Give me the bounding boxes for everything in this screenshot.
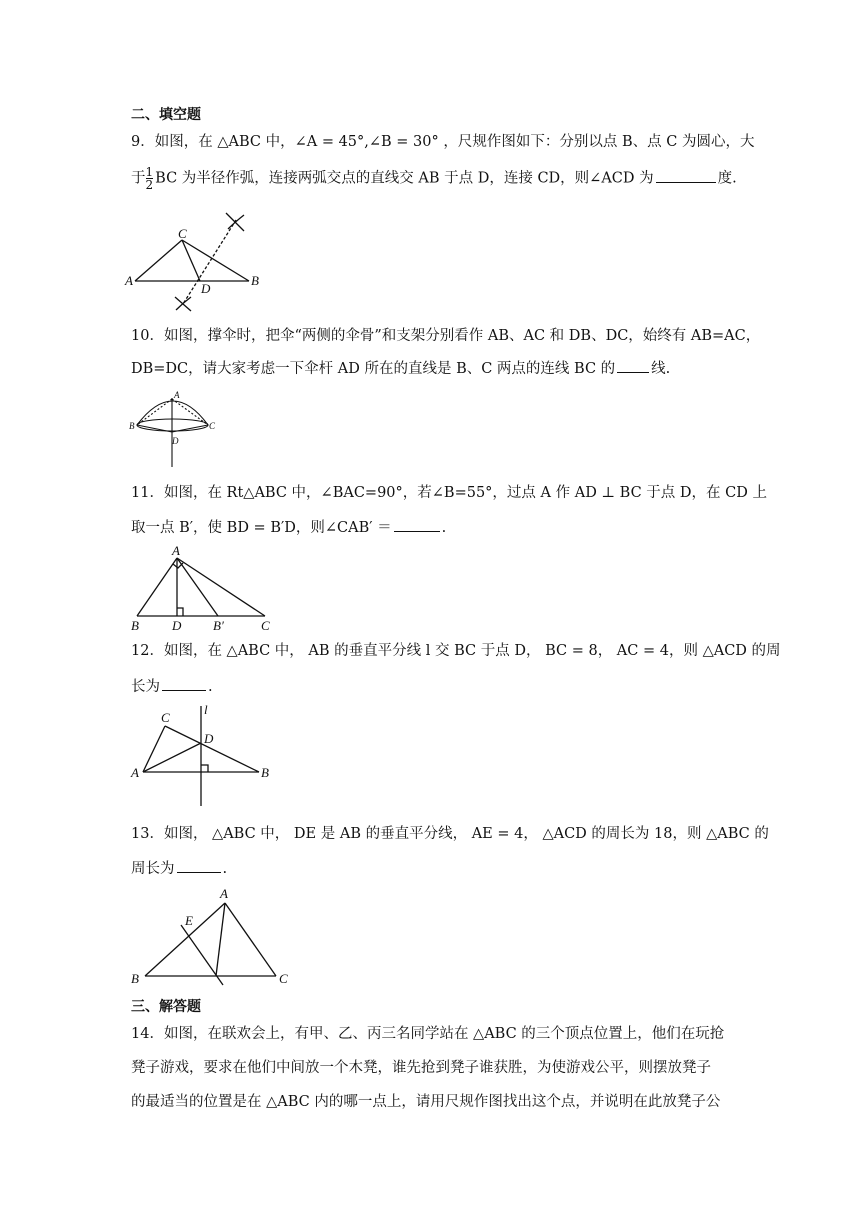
q11-label-b-prime: B′ — [213, 618, 224, 633]
q9-label-a: A — [125, 273, 133, 288]
q11-line1: 11．如图，在 Rt△ABC 中，∠BAC=90°，若∠B=55°，过点 A 作 AD ⊥ BC 于点 D，在 CD 上 — [131, 485, 767, 501]
q14-line3: 的最适当的位置是在 △ABC 内的哪一点上，请用尺规作图找出这个点，并说明在此放凳子公 — [131, 1094, 721, 1110]
q9-line2 — [131, 166, 737, 191]
q11-right-angle-a — [173, 563, 183, 568]
q9-frac-num: 1 — [145, 165, 154, 179]
q9-arc-mark-bottom — [175, 297, 191, 311]
q10-line2-text: DB=DC，请大家考虑一下伞杆 AD 所在的直线是 B、C 两点的连线 BC 的 — [131, 361, 616, 377]
q10-rib-ab — [137, 399, 172, 425]
q12-label-d: D — [204, 731, 214, 746]
q9-line2-end: 度. — [717, 170, 737, 187]
q13-label-c: C — [279, 971, 288, 986]
q11-line2-end: . — [441, 520, 447, 536]
q11-label-a: A — [172, 543, 180, 558]
section-heading-fill: 二、填空题 — [131, 107, 201, 123]
q12-label-l: l — [204, 702, 208, 717]
q10-line2 — [131, 358, 670, 379]
q12-label-b: B — [261, 765, 269, 780]
q11-label-d: D — [172, 618, 182, 633]
q10-line1: 10．如图，撑伞时，把伞“两侧的伞骨”和支架分别看作 AB、AC 和 DB、DC，始终有 AB=AC， — [131, 328, 761, 344]
q11-label-c: C — [261, 618, 270, 633]
q13-line1: 13．如图， △ABC 中， DE 是 AB 的垂直平分线， AE = 4， △ACD 的周长为 18，则 △ABC 的 — [131, 826, 769, 842]
q13-line2-end: . — [222, 861, 228, 877]
q10-label-a: A — [174, 390, 180, 400]
q11-segment-ab2 — [177, 558, 218, 616]
q14-line1: 14．如图，在联欢会上，有甲、乙、丙三名同学站在 △ABC 的三个顶点位置上，他们在玩抢 — [131, 1026, 725, 1042]
q11-label-b: B — [131, 618, 139, 633]
q11-answer-blank[interactable] — [394, 517, 440, 532]
q9-answer-blank[interactable] — [656, 168, 716, 183]
q13-segment-ad — [216, 903, 225, 976]
q9-line2-post: BC 为半径作弧，连接两弧交点的直线交 AB 于点 D，连接 CD，则∠ACD 为 — [155, 170, 654, 187]
q9-fraction — [146, 166, 154, 191]
q14-line2: 凳子游戏，要求在他们中间放一个木凳，谁先抢到凳子谁获胜，为使游戏公平，则摆放凳子 — [131, 1060, 711, 1076]
q10-label-b: B — [129, 421, 135, 431]
q10-answer-blank[interactable] — [617, 358, 649, 373]
q12-label-a: A — [131, 765, 139, 780]
q12-line1: 12．如图，在 △ABC 中， AB 的垂直平分线 l 交 BC 于点 D， BC = 8， AC = 4，则 △ACD 的周 — [131, 643, 781, 659]
q9-side-cb — [182, 240, 249, 281]
q12-label-c: C — [161, 710, 170, 725]
q13-line2-text: 周长为 — [131, 861, 175, 877]
q11-line2-text: 取一点 B′，使 BD = B′D，则∠CAB′ ＝ — [131, 520, 392, 536]
q11-side-ab — [137, 558, 177, 616]
q11-line2-final — [131, 517, 446, 538]
q9-arc-mark-top — [226, 213, 244, 231]
q13-side-ac — [225, 903, 276, 976]
q13-line2 — [131, 858, 227, 879]
q10-rib-ac — [172, 399, 208, 425]
q9-label-b: B — [251, 273, 259, 288]
q11-figure — [128, 542, 278, 634]
section-heading-answer: 三、解答题 — [131, 999, 201, 1015]
q9-label-c: C — [178, 226, 187, 241]
q9-line2-pre: 于 — [131, 170, 146, 187]
q9-side-ac — [135, 240, 182, 281]
q10-label-c: C — [209, 421, 216, 431]
q12-side-ac — [143, 726, 165, 772]
q10-umbrella-figure — [126, 385, 221, 470]
q12-segment-ad — [143, 743, 201, 772]
q13-label-e: E — [185, 913, 193, 928]
q11-right-angle-d — [177, 608, 183, 616]
q12-line2 — [131, 676, 213, 697]
q9-figure — [125, 205, 265, 315]
q10-line2-end: 线. — [651, 361, 671, 377]
q13-figure — [128, 882, 298, 990]
q13-answer-blank[interactable] — [177, 858, 221, 873]
q13-label-b: B — [131, 971, 139, 986]
q10-label-d: D — [172, 436, 179, 446]
q12-figure — [128, 702, 278, 808]
q9-line1: 9．如图，在 △ABC 中，∠A = 45°,∠B = 30° ，尺规作图如下：分别以点 B、点 C 为圆心，大 — [131, 134, 755, 150]
q12-right-angle — [201, 765, 208, 772]
q12-line2-text: 长为 — [131, 679, 160, 695]
q11-side-ac — [177, 558, 265, 616]
q12-answer-blank[interactable] — [162, 676, 206, 691]
q9-frac-den: 2 — [145, 178, 154, 192]
q13-label-a: A — [220, 886, 228, 901]
q12-line2-end: . — [208, 679, 213, 695]
q9-label-d: D — [201, 281, 211, 296]
